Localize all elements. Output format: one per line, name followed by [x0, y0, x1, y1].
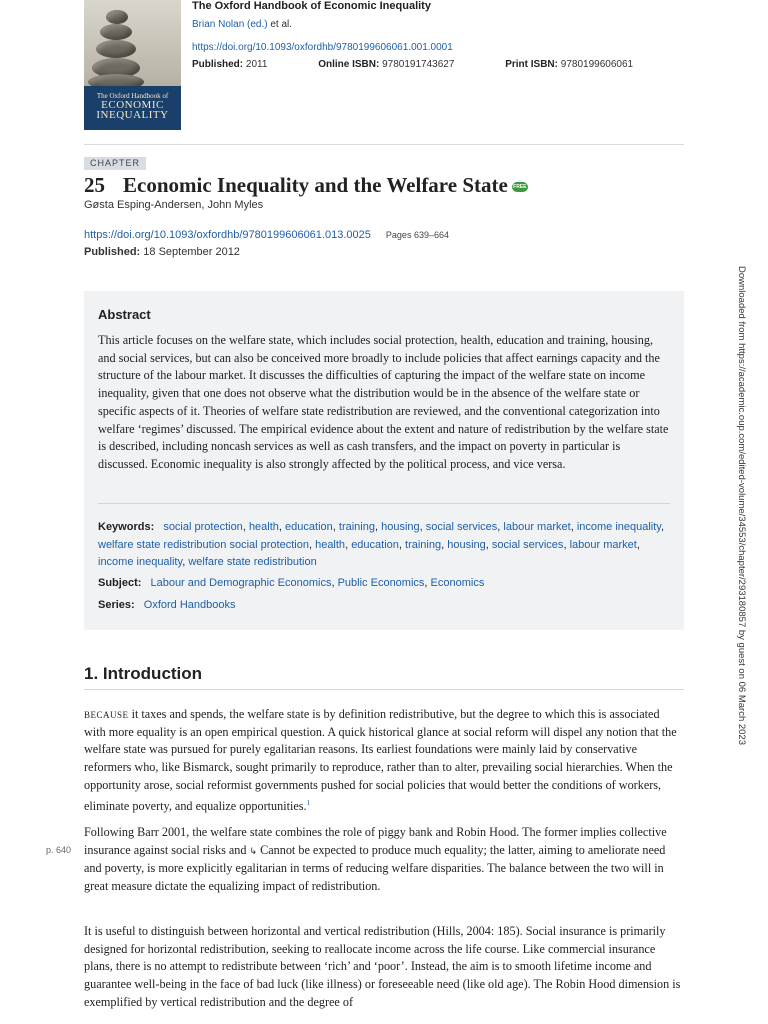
- separator: ,: [497, 521, 504, 533]
- section-heading: 1. Introduction: [84, 664, 203, 683]
- keyword-link[interactable]: income inequality: [98, 556, 183, 568]
- cover-title-line3: INEQUALITY: [96, 109, 169, 121]
- book-doi: [192, 42, 453, 53]
- print-isbn-value: 9780199606061: [560, 59, 634, 70]
- chapter-doi: [84, 229, 449, 241]
- keyword-link[interactable]: income inequality: [576, 521, 661, 533]
- subject-label: Subject:: [98, 577, 142, 589]
- keyword-link[interactable]: welfare state redistribution social protection: [98, 538, 309, 551]
- separator: ,: [424, 577, 431, 589]
- cover-stone: [106, 10, 128, 24]
- book-title[interactable]: The Oxford Handbook of Economic Inequality: [192, 0, 431, 12]
- separator: ,: [331, 577, 338, 589]
- download-notice-text: Downloaded from https://academic.oup.com/edited-volume/34553/chapter/293180857 by guest on 06 March 2023: [736, 266, 747, 745]
- series-row: [98, 599, 235, 611]
- paragraph-text: Cannot be expected to produce much equality; the latter, aiming to ameliorate need and poverty, is more explicitly egalitarian in terms of reducing welfare disparities. The balance between the two will in great measure dictate the equalizing impact of redistribution.: [84, 842, 666, 894]
- keyword-link[interactable]: training: [338, 521, 375, 533]
- keyword-link[interactable]: social services: [425, 521, 498, 533]
- chapter-authors[interactable]: Gøsta Esping-Andersen, John Myles: [84, 199, 264, 211]
- paragraph: [84, 706, 684, 815]
- divider: [84, 689, 684, 690]
- chapter-tag: CHAPTER: [84, 157, 146, 170]
- keywords-list: [98, 521, 664, 568]
- book-meta: [192, 59, 633, 70]
- keyword-link[interactable]: labour market: [503, 521, 571, 533]
- separator: ,: [485, 538, 492, 551]
- series-link[interactable]: Oxford Handbooks: [143, 599, 236, 611]
- keyword-link[interactable]: health: [248, 521, 279, 533]
- subject-row: [98, 577, 484, 589]
- keywords-label: Keywords:: [98, 521, 155, 533]
- footnote-link[interactable]: 1: [306, 798, 311, 807]
- separator: ,: [419, 521, 426, 533]
- subject-link[interactable]: Public Economics: [337, 577, 425, 589]
- chapter-published-label: Published:: [84, 246, 141, 258]
- book-doi-link[interactable]: https://doi.org/10.1093/oxfordhb/9780199606061.001.0001: [192, 42, 453, 53]
- paragraph: It is useful to distinguish between horizontal and vertical redistribution (Hills, 2004: 185). Social insurance is primarily designed for horizontal redistribution, seeking to reallocate income across the life course. Like commercial insurance plans, there is no attempt to redistribute between ‘rich’ and ‘poor’. Instead, the aim is to smooth lifetime income and guarantee well-being in the face of bad luck (like illness) or foreseeable need (like old age). The Robin Hood dimension is exemplified by vertical redistribution and the degree of: [84, 924, 681, 1009]
- chapter-published: [84, 246, 240, 258]
- lead-word: because: [84, 707, 129, 721]
- abstract-text: This article focuses on the welfare state, which includes social protection, health, education and training, housing, and social services, but can also be conceived more broadly to include policies that affect earnings capacity and the structure of the labour market. It discusses the difficulties of capturing the impact of the welfare state on income inequality, given that one does not observe what the distribution would be in the absence of the welfare state or specific aspects of it. Theories of welfare state redistribution are reviewed, and the conventional categorization into welfare ‘regimes’ discussed. The empirical evidence about the extent and nature of redistribution by the welfare state is described, including noncash services as well as cash transfers, and the impact on poverty in particular is discussed. Economic inequality is also strongly affected by the political process, and vice versa.: [98, 333, 669, 471]
- separator: ,: [563, 538, 570, 551]
- separator: ,: [398, 538, 406, 551]
- keyword-link[interactable]: labour market: [569, 538, 637, 551]
- keyword-link[interactable]: welfare state redistribution: [188, 556, 317, 568]
- keyword-link[interactable]: training: [405, 538, 442, 551]
- chapter-title: [84, 173, 528, 198]
- keyword-link[interactable]: education: [351, 538, 399, 551]
- abstract-heading: Abstract: [98, 307, 151, 322]
- separator: ,: [636, 538, 640, 551]
- cover-stone: [96, 40, 136, 58]
- keyword-link[interactable]: health: [315, 538, 346, 551]
- series-label: Series:: [98, 599, 135, 611]
- abstract-box: [84, 291, 684, 630]
- paragraph-text: Following Barr 2001, the welfare state combines the role of piggy bank and Robin Hood. The former implies collective insurance against social risks and: [84, 825, 667, 857]
- separator: ,: [661, 521, 665, 533]
- book-cover-image[interactable]: [84, 0, 181, 130]
- etal-text: et al.: [270, 19, 293, 30]
- keyword-link[interactable]: social services: [491, 538, 564, 551]
- editor-link[interactable]: Brian Nolan (ed.): [192, 19, 268, 30]
- chapter-doi-link[interactable]: https://doi.org/10.1093/oxfordhb/9780199606061.013.0025: [84, 229, 371, 241]
- separator: ,: [308, 538, 316, 551]
- print-isbn-label: Print ISBN:: [505, 59, 558, 70]
- keyword-link[interactable]: housing: [381, 521, 420, 533]
- separator: ,: [345, 538, 352, 551]
- online-isbn-label: Online ISBN:: [318, 59, 380, 70]
- book-published-value: 2011: [245, 59, 268, 70]
- cover-stone: [100, 24, 132, 40]
- keyword-link[interactable]: social protection: [163, 521, 243, 533]
- subject-link[interactable]: Labour and Demographic Economics: [150, 577, 332, 589]
- paragraph-text: it taxes and spends, the welfare state is by definition redistributive, but the degree to which this is associated with more equality is an open empirical question. A quick historical glance at social reform will dispel any notion that the welfare state was pursued for purely egalitarian reasons. Its earliest foundations were mainly laid by conservative reformers who, like Bismarck, sought primarily to reproduce, rather than to alter, prevailing social hierarchies. When the opportunity arose, social reformist governments pushed for social policies that would better the conditions of workers, eliminate poverty, and equalize opportunities.: [84, 707, 677, 813]
- keyword-link[interactable]: education: [285, 521, 333, 533]
- online-isbn-value: 9780191743627: [382, 59, 455, 70]
- download-notice: [733, 266, 751, 756]
- separator: ,: [182, 556, 189, 568]
- cover-title-band: [84, 86, 181, 130]
- subject-link[interactable]: Economics: [430, 577, 485, 589]
- keywords-block: [98, 519, 672, 572]
- cover-title-line1: The Oxford Handbook of: [96, 92, 169, 100]
- chapter-title-text: Economic Inequality and the Welfare State: [123, 173, 508, 197]
- free-access-icon: FREE: [513, 184, 527, 191]
- divider: [84, 144, 684, 145]
- chapter-published-value: 18 September 2012: [143, 246, 240, 258]
- chapter-number: 25: [84, 173, 105, 197]
- page-marker: p. 640: [46, 845, 72, 855]
- book-published-label: Published:: [192, 59, 244, 70]
- keyword-link[interactable]: housing: [447, 538, 486, 551]
- divider: [98, 503, 670, 504]
- chapter-pages: Pages 639–664: [385, 230, 449, 240]
- separator: ,: [441, 538, 448, 551]
- cover-title-line2: ECONOMIC: [101, 99, 164, 111]
- book-editor: [192, 19, 292, 30]
- separator: ,: [570, 521, 577, 533]
- subject-list: [150, 577, 484, 589]
- paragraph: [84, 824, 684, 896]
- separator: ,: [374, 521, 382, 533]
- page-break-icon: ↳: [249, 845, 258, 856]
- separator: ,: [242, 521, 249, 533]
- separator: ,: [278, 521, 286, 533]
- separator: ,: [332, 521, 339, 533]
